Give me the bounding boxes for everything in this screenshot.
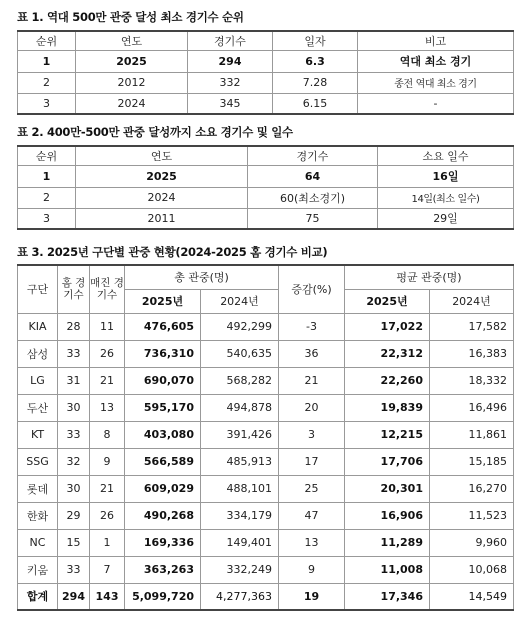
table3-cell: 한화 xyxy=(18,502,58,529)
table3-cell: 롯데 xyxy=(18,475,58,502)
table3-header-avg: 평균 관중(명) xyxy=(345,265,514,289)
table3-cell: 30 xyxy=(58,394,90,421)
table3-cell: 17,022 xyxy=(345,313,430,340)
table3-cell: 736,310 xyxy=(125,340,201,367)
table3-cell: 30 xyxy=(58,475,90,502)
table2-cell: 2011 xyxy=(76,208,248,229)
table3-cell: 33 xyxy=(58,556,90,583)
table3-cell: 488,101 xyxy=(201,475,279,502)
table1-row xyxy=(18,93,514,114)
table1-header-cell: 비고 xyxy=(358,31,514,50)
table3-cell: 31 xyxy=(58,367,90,394)
table2-cell: 14일(최소 일수) xyxy=(378,187,514,208)
table3-cell: 9 xyxy=(90,448,125,475)
table3-cell: 16,270 xyxy=(430,475,514,502)
table3-cell: 20,301 xyxy=(345,475,430,502)
table3-row xyxy=(18,556,514,583)
table3-header-total-2025: 2025년 xyxy=(125,289,201,313)
table1-cell: 345 xyxy=(188,93,273,114)
table3-cell: 33 xyxy=(58,421,90,448)
table3-row xyxy=(18,448,514,475)
table3-cell: 두산 xyxy=(18,394,58,421)
table3-header-avg-2025: 2025년 xyxy=(345,289,430,313)
table1-cell: 2025 xyxy=(76,50,188,72)
table3-row xyxy=(18,421,514,448)
table3-cell: 11,289 xyxy=(345,529,430,556)
table3-row xyxy=(18,367,514,394)
table3-total-cell: 14,549 xyxy=(430,583,514,610)
table3-cell: LG xyxy=(18,367,58,394)
table2-cell: 60(최소경기) xyxy=(248,187,378,208)
table3-cell: 15 xyxy=(58,529,90,556)
table3-cell: 21 xyxy=(90,475,125,502)
table3-cell: 169,336 xyxy=(125,529,201,556)
table3 xyxy=(17,264,514,611)
table3-cell: 391,426 xyxy=(201,421,279,448)
table1-cell: 2 xyxy=(18,72,76,93)
table3-cell: 36 xyxy=(279,340,345,367)
table3-total-cell: 17,346 xyxy=(345,583,430,610)
table3-header-home-games: 홈 경기수 xyxy=(58,265,90,313)
table3-total-row xyxy=(18,583,514,610)
table3-header-row xyxy=(18,265,514,289)
table2-cell: 16일 xyxy=(378,165,514,187)
table3-cell: 33 xyxy=(58,340,90,367)
table1-cell: 294 xyxy=(188,50,273,72)
table1-cell: 종전 역대 최소 경기 xyxy=(358,72,514,93)
table3-cell: 476,605 xyxy=(125,313,201,340)
table2-row xyxy=(18,187,514,208)
table2-header-cell: 경기수 xyxy=(248,146,378,165)
table2-cell: 29일 xyxy=(378,208,514,229)
table2-caption: 표 2. 400만-500만 관중 달성까지 소요 경기수 및 일수 xyxy=(17,125,293,139)
table3-cell: 10,068 xyxy=(430,556,514,583)
table3-cell: 17,706 xyxy=(345,448,430,475)
table1-cell: 1 xyxy=(18,50,76,72)
table3-total-cell: 5,099,720 xyxy=(125,583,201,610)
table3-row xyxy=(18,475,514,502)
table1-cell: - xyxy=(358,93,514,114)
table1-caption: 표 1. 역대 500만 관중 달성 최소 경기수 순위 xyxy=(17,10,244,24)
table3-header-team: 구단 xyxy=(18,265,58,313)
table1-row xyxy=(18,72,514,93)
table3-cell: KT xyxy=(18,421,58,448)
table3-cell: 12,215 xyxy=(345,421,430,448)
table3-cell: 26 xyxy=(90,340,125,367)
table2-row xyxy=(18,208,514,229)
table3-total-cell: 4,277,363 xyxy=(201,583,279,610)
table3-cell: 17 xyxy=(279,448,345,475)
table2-header-row xyxy=(18,146,514,165)
table1-cell: 3 xyxy=(18,93,76,114)
table1-cell: 6.3 xyxy=(273,50,358,72)
table2-cell: 64 xyxy=(248,165,378,187)
table1-header-cell: 일자 xyxy=(273,31,358,50)
table3-cell: 13 xyxy=(279,529,345,556)
table3-cell: 16,383 xyxy=(430,340,514,367)
table3-cell: 609,029 xyxy=(125,475,201,502)
table2-header-cell: 소요 일수 xyxy=(378,146,514,165)
table3-header-avg-2024: 2024년 xyxy=(430,289,514,313)
table3-cell: 334,179 xyxy=(201,502,279,529)
table1-header-row xyxy=(18,31,514,50)
table3-cell: 15,185 xyxy=(430,448,514,475)
table3-cell: 490,268 xyxy=(125,502,201,529)
table3-cell: 595,170 xyxy=(125,394,201,421)
table1-cell: 6.15 xyxy=(273,93,358,114)
table3-cell: 11,008 xyxy=(345,556,430,583)
table3-row xyxy=(18,340,514,367)
table1 xyxy=(17,30,514,115)
table2 xyxy=(17,145,514,230)
table1-header-cell: 연도 xyxy=(76,31,188,50)
table1-header-cell: 경기수 xyxy=(188,31,273,50)
table3-cell: 29 xyxy=(58,502,90,529)
table3-cell: 28 xyxy=(58,313,90,340)
table3-cell: 삼성 xyxy=(18,340,58,367)
table1-cell: 2024 xyxy=(76,93,188,114)
table3-cell: 47 xyxy=(279,502,345,529)
table3-cell: 566,589 xyxy=(125,448,201,475)
table3-cell: 25 xyxy=(279,475,345,502)
table3-cell: 21 xyxy=(90,367,125,394)
table2-header-cell: 연도 xyxy=(76,146,248,165)
table3-cell: 키움 xyxy=(18,556,58,583)
table2-cell: 2025 xyxy=(76,165,248,187)
table3-cell: -3 xyxy=(279,313,345,340)
table3-cell: 149,401 xyxy=(201,529,279,556)
table3-row xyxy=(18,502,514,529)
table3-cell: KIA xyxy=(18,313,58,340)
table3-cell: 32 xyxy=(58,448,90,475)
table3-cell: SSG xyxy=(18,448,58,475)
table1-cell: 7.28 xyxy=(273,72,358,93)
table3-cell: 20 xyxy=(279,394,345,421)
table1-cell: 역대 최소 경기 xyxy=(358,50,514,72)
table2-row xyxy=(18,165,514,187)
table2-cell: 2024 xyxy=(76,187,248,208)
table2-cell: 3 xyxy=(18,208,76,229)
table3-total-cell: 294 xyxy=(58,583,90,610)
table3-cell: 16,906 xyxy=(345,502,430,529)
table3-body xyxy=(18,313,514,583)
table3-cell: 16,496 xyxy=(430,394,514,421)
table3-cell: 3 xyxy=(279,421,345,448)
table3-cell: 9 xyxy=(279,556,345,583)
table3-total-cell: 143 xyxy=(90,583,125,610)
table3-cell: 17,582 xyxy=(430,313,514,340)
table3-cell: 690,070 xyxy=(125,367,201,394)
table3-header-total: 총 관중(명) xyxy=(125,265,279,289)
table3-cell: 540,635 xyxy=(201,340,279,367)
table1-header-cell: 순위 xyxy=(18,31,76,50)
table3-cell: 11 xyxy=(90,313,125,340)
table3-cell: 568,282 xyxy=(201,367,279,394)
table3-cell: 22,312 xyxy=(345,340,430,367)
table3-cell: 7 xyxy=(90,556,125,583)
table3-row xyxy=(18,394,514,421)
table3-cell: 8 xyxy=(90,421,125,448)
table3-cell: 18,332 xyxy=(430,367,514,394)
table2-cell: 75 xyxy=(248,208,378,229)
table3-row xyxy=(18,529,514,556)
table2-cell: 2 xyxy=(18,187,76,208)
table3-cell: 26 xyxy=(90,502,125,529)
table3-cell: 1 xyxy=(90,529,125,556)
table3-caption: 표 3. 2025년 구단별 관중 현황(2024-2025 홈 경기수 비교) xyxy=(17,245,328,259)
table3-cell: 21 xyxy=(279,367,345,394)
table3-header-change: 증감(%) xyxy=(279,265,345,313)
table2-header-cell: 순위 xyxy=(18,146,76,165)
table3-cell: 22,260 xyxy=(345,367,430,394)
table3-cell: 403,080 xyxy=(125,421,201,448)
table3-cell: NC xyxy=(18,529,58,556)
table3-total-cell: 합계 xyxy=(18,583,58,610)
table3-cell: 494,878 xyxy=(201,394,279,421)
table3-cell: 363,263 xyxy=(125,556,201,583)
table3-cell: 19,839 xyxy=(345,394,430,421)
table3-header-total-2024: 2024년 xyxy=(201,289,279,313)
table3-cell: 9,960 xyxy=(430,529,514,556)
table3-row xyxy=(18,313,514,340)
table3-cell: 13 xyxy=(90,394,125,421)
table1-cell: 332 xyxy=(188,72,273,93)
table3-cell: 11,523 xyxy=(430,502,514,529)
table3-cell: 332,249 xyxy=(201,556,279,583)
table3-cell: 492,299 xyxy=(201,313,279,340)
table3-cell: 485,913 xyxy=(201,448,279,475)
table1-row xyxy=(18,50,514,72)
table3-cell: 11,861 xyxy=(430,421,514,448)
table3-header-sellout-games: 매진 경기수 xyxy=(90,265,125,313)
table3-total-cell: 19 xyxy=(279,583,345,610)
table2-cell: 1 xyxy=(18,165,76,187)
table1-cell: 2012 xyxy=(76,72,188,93)
